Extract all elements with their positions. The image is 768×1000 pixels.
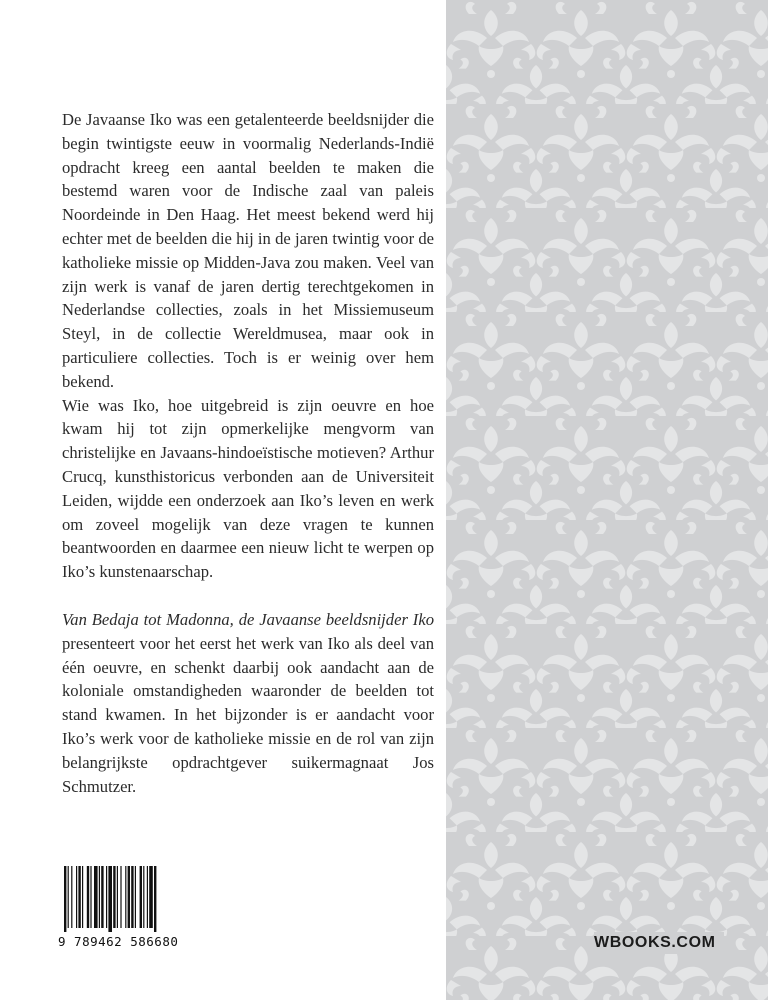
barcode-bar (143, 866, 144, 928)
barcode-bar (135, 866, 136, 928)
barcode-bar (147, 866, 148, 928)
barcode-bar (125, 866, 126, 928)
barcode-bar (78, 866, 80, 928)
barcode-bar (131, 866, 133, 928)
barcode-bar (108, 866, 112, 932)
isbn-number: 9 789462 586680 (58, 934, 179, 949)
back-cover-blurb (62, 108, 434, 798)
barcode-bar (90, 866, 91, 928)
blurb-paragraph-1: De Javaanse Iko was een getalenteerde beeldsnijder die begin twintigste eeuw in voormalig Nederlands-Indië opdracht kreeg een aantal beelden te maken die bestemd waren voor de Indische zaal van paleis Noordeinde in Den Haag. Het meest bekend werd hij echter met de beelden die hij in de jaren twintig voor de katholieke missie op Midden-Java zou maken. Veel van zijn werk is vanaf de jaren dertig terechtgekomen in Nederlandse collecties, zoals in het Missiemuseum Steyl, in de collectie Wereldmusea, maar ook in particuliere collecties. Toch is er weinig over hem bekend. (62, 110, 434, 391)
damask-ornament-icon (446, 0, 768, 1000)
blurb-paragraph-2: Wie was Iko, hoe uitgebreid is zijn oeuvre en hoe kwam hij tot zijn opmerkelijke mengvorm van christelijke en Javaans-hindoeïstische motieven? Arthur Crucq, kunsthistoricus verbonden aan de Universiteit Leiden, wijdde een onderzoek aan Iko’s leven en werk om zoveel mogelijk van deze vragen te kunnen beantwoorden en daarmee een nieuw licht te werpen op Iko’s kunstenaarschap. (62, 395, 434, 582)
barcode-bar (113, 866, 115, 928)
barcode-icon (64, 866, 188, 934)
barcode-bar (140, 866, 142, 928)
barcode-bar (120, 866, 121, 928)
barcode-bar (154, 866, 156, 932)
barcode-bar (128, 866, 130, 928)
barcode-bar (99, 866, 100, 928)
barcode-bar (94, 866, 98, 928)
barcode-bar (71, 866, 72, 928)
barcode-bar (64, 866, 66, 932)
blurb-paragraph-3-text: presenteert voor het eerst het werk van Iko als deel van één oeuvre, en schenkt daarbij ook aandacht aan de koloniale omstandigheden waaronder de beelden tot stand kwamen. In het bijzonder is er aandacht voor Iko’s werk voor de katholieke missie en de rol van zijn belangrijkste opdrachtgever suikermagnaat Jos Schmutzer. (62, 633, 434, 796)
damask-pattern-panel (446, 0, 768, 1000)
book-title-italic: Van Bedaja tot Madonna, de Javaanse beeldsnijder Iko (62, 609, 434, 629)
isbn-barcode (56, 860, 196, 956)
blurb-paragraph-3 (62, 608, 434, 798)
barcode-bar (76, 866, 77, 928)
barcode-bar (117, 866, 118, 928)
barcode-bar (101, 866, 103, 928)
publisher-website: WBOOKS.COM (594, 932, 724, 954)
barcode-bar (82, 866, 83, 928)
barcode-bar (149, 866, 153, 928)
barcode-bar (106, 866, 107, 928)
barcode-bar (87, 866, 89, 928)
barcode-bar (68, 866, 69, 928)
